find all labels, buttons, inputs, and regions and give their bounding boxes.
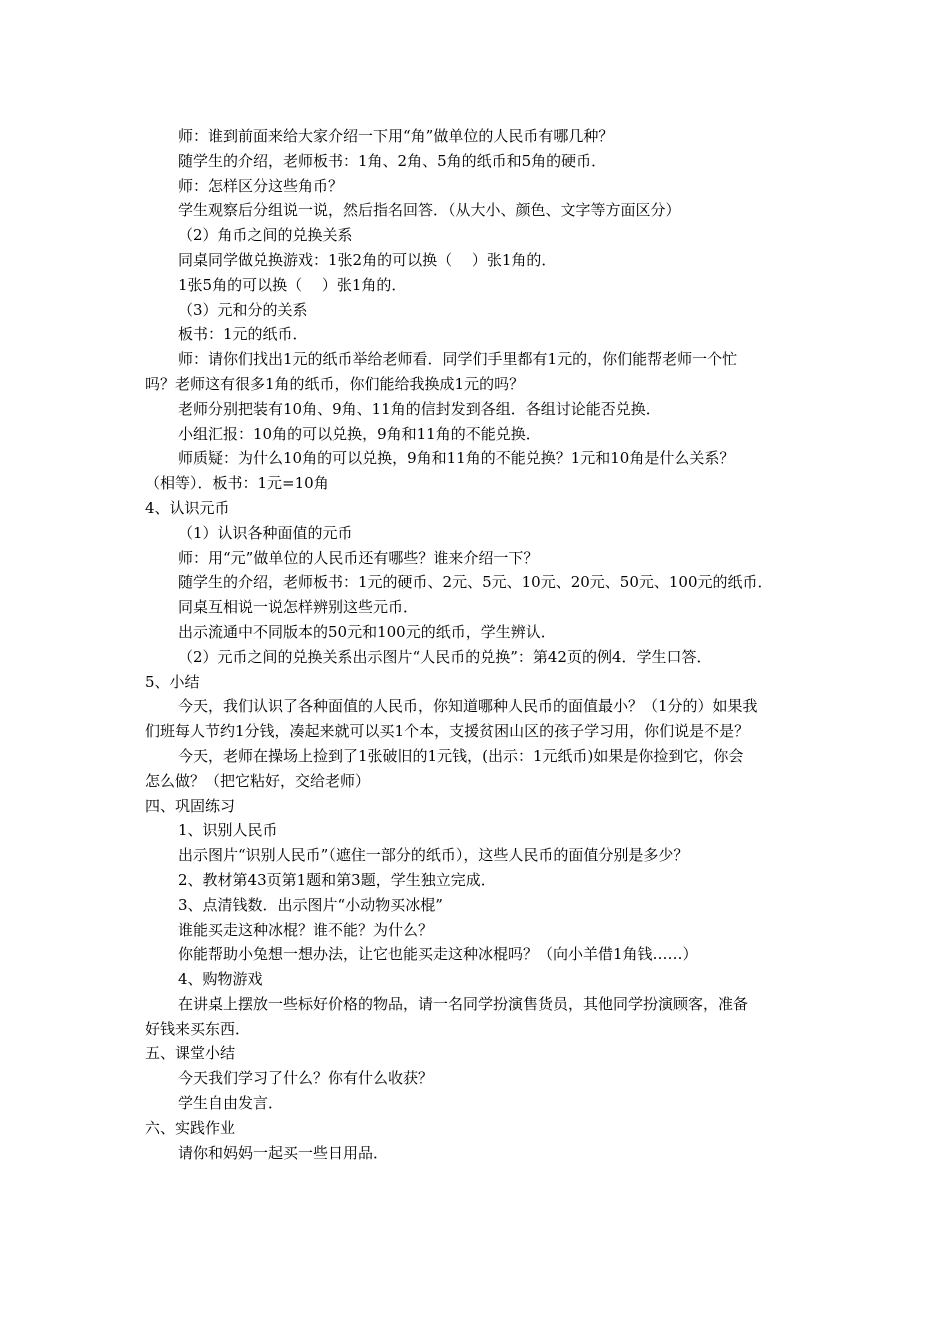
text-line: 同桌互相说一说怎样辨别这些元币． (178, 598, 419, 617)
subheading-line: 1、识别人民币 (178, 821, 278, 840)
section-heading: 四、巩固练习 (145, 796, 236, 815)
text-line: 板书：1元的纸币． (178, 325, 308, 344)
text-line: 随学生的介绍，老师板书：1角、2角、5角的纸币和5角的硬币． (178, 151, 607, 170)
text-line: 出示流通中不同版本的50元和100元的纸币，学生辨认． (178, 622, 556, 641)
text-line: 小组汇报：10角的可以兑换，9角和11角的不能兑换． (178, 424, 541, 443)
text-line: 你能帮助小兔想一想办法，让它也能买走这种冰棍吗？（向小羊借1角钱……） (178, 945, 698, 964)
text-line: 1张5角的可以换（ ）张1角的． (178, 275, 407, 294)
text-line: 今天，老师在操场上捡到了1张破旧的1元钱，(出示：1元纸币)如果是你捡到它，你会 (178, 746, 744, 765)
text-line: 出示图片“识别人民币”（遮住一部分的纸币），这些人民币的面值分别是多少？ (178, 846, 689, 865)
text-line: 好钱来买东西． (145, 1019, 251, 1038)
subheading-line: 4、购物游戏 (178, 970, 263, 989)
text-line: （2）元币之间的兑换关系出示图片“人民币的兑换”：第42页的例4．学生口答． (178, 647, 712, 666)
text-line: 们班每人节约1分钱，凑起来就可以买1个本，支援贫困山区的孩子学习用，你们说是不是？ (145, 722, 750, 741)
text-line: 请你和妈妈一起买一些日用品． (178, 1143, 389, 1162)
section-heading: 五、课堂小结 (145, 1044, 236, 1063)
text-line: （相等）．板书：1元=10角 (145, 474, 329, 493)
text-line: 今天，我们认识了各种面值的人民币，你知道哪种人民币的面值最小？（1分的）如果我 (178, 697, 758, 716)
text-line: 学生自由发言． (178, 1094, 284, 1113)
text-line: 师：请你们找出1元的纸币举给老师看．同学们手里都有1元的，你们能帮老师一个忙 (178, 350, 738, 369)
text-line: 师：谁到前面来给大家介绍一下用“角”做单位的人民币有哪几种？ (178, 127, 614, 145)
text-line: 谁能买走这种冰棍？谁不能？为什么？ (178, 920, 434, 939)
text-line: 今天我们学习了什么？你有什么收获？ (178, 1069, 434, 1088)
text-line: 随学生的介绍，老师板书：1元的硬币、2元、5元、10元、20元、50元、100元的纸币． (178, 573, 773, 592)
text-line: 同桌同学做兑换游戏：1张2角的可以换（ ）张1角的． (178, 250, 557, 269)
document-page (145, 124, 810, 1165)
section-heading: 六、实践作业 (145, 1118, 236, 1137)
subheading-line: （2）角币之间的兑换关系 (178, 226, 353, 245)
text-line: 怎么做？（把它粘好，交给老师） (145, 771, 371, 790)
text-line: 老师分别把装有10角、9角、11角的信封发到各组．各组讨论能否兑换． (178, 399, 661, 418)
text-line: 学生观察后分组说一说，然后指名回答．（从大小、颜色、文字等方面区分） (178, 201, 681, 220)
text-line: 3、点清钱数．出示图片“小动物买冰棍” (178, 895, 443, 914)
text-line: 师：怎样区分这些角币？ (178, 176, 344, 195)
text-line: 2、教材第43页第1题和第3题，学生独立完成． (178, 870, 496, 889)
text-line: 师质疑：为什么10角的可以兑换，9角和11角的不能兑换？1元和10角是什么关系？ (178, 449, 735, 468)
subheading-line: （3）元和分的关系 (178, 300, 308, 319)
section-heading: 5、小结 (145, 672, 200, 691)
text-line: 师：用“元”做单位的人民币还有哪些？谁来介绍一下？ (178, 548, 539, 567)
text-line: 吗？老师这有很多1角的纸币，你们能给我换成1元的吗？ (145, 374, 525, 393)
subheading-line: （1）认识各种面值的元币 (178, 523, 353, 542)
text-line: 在讲桌上摆放一些标好价格的物品，请一名同学扮演售货员，其他同学扮演顾客，准备 (178, 994, 749, 1013)
section-heading: 4、认识元币 (145, 498, 230, 517)
